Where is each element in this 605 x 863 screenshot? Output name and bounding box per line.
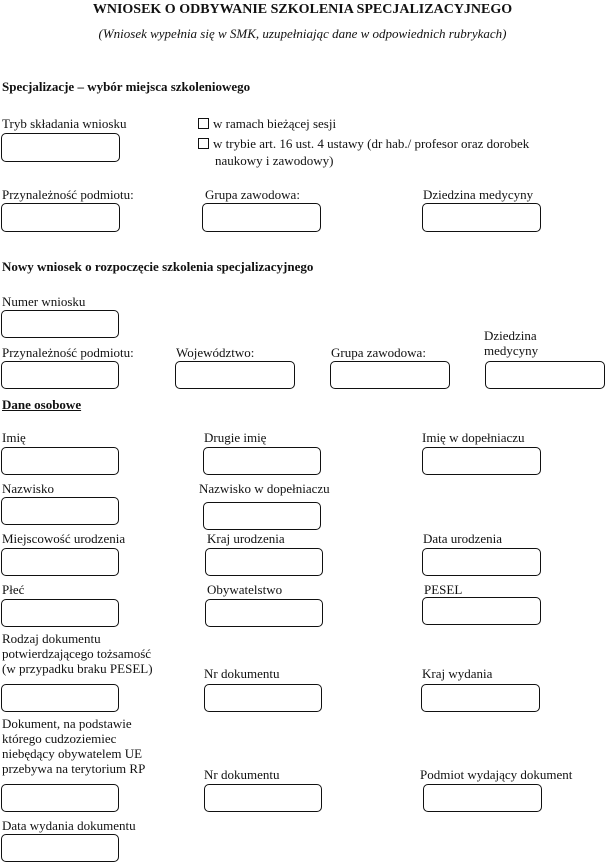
surname-label: Nazwisko bbox=[2, 481, 54, 496]
s1-domain-field[interactable] bbox=[422, 203, 541, 232]
checkbox-current-session[interactable] bbox=[198, 118, 209, 129]
application-number-field[interactable] bbox=[1, 310, 119, 338]
s2-group-field[interactable] bbox=[330, 361, 450, 389]
doc-type-label-line1: Rodzaj dokumentu bbox=[2, 631, 101, 646]
s1-domain-label: Dziedzina medycyny bbox=[423, 187, 534, 202]
doc-type-field[interactable] bbox=[1, 684, 119, 712]
s1-group-field[interactable] bbox=[202, 203, 321, 232]
doc-type-label bbox=[2, 632, 153, 677]
issuing-entity-field[interactable] bbox=[423, 784, 542, 812]
surname-genitive-field[interactable] bbox=[203, 502, 321, 530]
submission-mode-field[interactable] bbox=[1, 133, 120, 162]
s2-domain-label bbox=[484, 329, 538, 359]
s1-affiliation-label: Przynależność podmiotu: bbox=[2, 187, 134, 202]
option-art16-label-cont: naukowy i zawodowy) bbox=[215, 153, 334, 168]
birth-country-field[interactable] bbox=[205, 548, 323, 576]
s1-group-label: Grupa zawodowa: bbox=[205, 187, 300, 202]
option-current-session[interactable] bbox=[198, 117, 336, 132]
stay-doc-label-line3: niebędący obywatelem UE bbox=[2, 745, 143, 761]
doc-number-label: Nr dokumentu bbox=[204, 666, 280, 681]
pesel-label: PESEL bbox=[424, 582, 463, 597]
option-current-session-label: w ramach bieżącej sesji bbox=[213, 116, 337, 131]
s2-domain-label-line1: Dziedzina bbox=[484, 328, 537, 343]
doc-type-label-line2: potwierdzającego tożsamość bbox=[2, 645, 152, 661]
sex-label: Płeć bbox=[2, 582, 25, 597]
section-heading-new-application: Nowy wniosek o rozpoczęcie szkolenia specjalizacyjnego bbox=[2, 259, 314, 274]
first-name-genitive-field[interactable] bbox=[422, 447, 541, 475]
checkbox-art16[interactable] bbox=[198, 138, 209, 149]
citizenship-label: Obywatelstwo bbox=[207, 582, 283, 597]
application-number-label: Numer wniosku bbox=[2, 294, 86, 309]
stay-doc-label-line1: Dokument, na podstawie bbox=[2, 716, 132, 731]
second-name-field[interactable] bbox=[203, 447, 321, 475]
birth-date-label: Data urodzenia bbox=[423, 531, 503, 546]
s2-domain-field[interactable] bbox=[485, 361, 605, 389]
sex-field[interactable] bbox=[1, 599, 119, 627]
birth-place-label: Miejscowość urodzenia bbox=[2, 531, 126, 546]
section-heading-personal: Dane osobowe bbox=[2, 397, 82, 412]
submission-mode-label: Tryb składania wniosku bbox=[2, 116, 127, 131]
doc-number2-field[interactable] bbox=[204, 784, 322, 812]
doc-type-label-line3: (w przypadku braku PESEL) bbox=[2, 660, 153, 676]
first-name-label: Imię bbox=[2, 430, 26, 445]
s1-affiliation-field[interactable] bbox=[1, 203, 120, 232]
stay-doc-label-line4: przebywa na terytorium RP bbox=[2, 760, 146, 776]
issuing-entity-label: Podmiot wydający dokument bbox=[420, 767, 573, 782]
issuing-country-field[interactable] bbox=[421, 684, 540, 712]
surname-genitive-label: Nazwisko w dopełniaczu bbox=[199, 481, 330, 496]
second-name-label: Drugie imię bbox=[204, 430, 267, 445]
stay-doc-field[interactable] bbox=[1, 784, 119, 812]
form-title: WNIOSEK O ODBYWANIE SZKOLENIA SPECJALIZACYJNEGO bbox=[92, 2, 513, 17]
surname-field[interactable] bbox=[1, 497, 119, 525]
stay-doc-label bbox=[2, 717, 145, 777]
section-heading-specializations: Specjalizacje – wybór miejsca szkoleniowego bbox=[2, 79, 251, 94]
doc-number2-label: Nr dokumentu bbox=[204, 767, 280, 782]
stay-doc-label-line2: którego cudzoziemiec bbox=[2, 730, 117, 746]
s2-affiliation-label: Przynależność podmiotu: bbox=[2, 345, 134, 360]
option-art16-label: w trybie art. 16 ust. 4 ustawy (dr hab./ profesor oraz dorobek bbox=[213, 136, 530, 151]
s2-domain-label-line2: medycyny bbox=[484, 342, 539, 358]
citizenship-field[interactable] bbox=[205, 599, 323, 627]
issue-date-label: Data wydania dokumentu bbox=[2, 818, 136, 833]
s2-group-label: Grupa zawodowa: bbox=[331, 345, 426, 360]
option-art16[interactable] bbox=[198, 137, 529, 152]
voivodeship-field[interactable] bbox=[175, 361, 295, 389]
first-name-genitive-label: Imię w dopełniaczu bbox=[422, 430, 525, 445]
pesel-field[interactable] bbox=[422, 597, 541, 625]
birth-place-field[interactable] bbox=[1, 548, 119, 576]
s2-affiliation-field[interactable] bbox=[1, 361, 119, 389]
form-subtitle: (Wniosek wypełnia się w SMK, uzupełniając dane w odpowiednich rubrykach) bbox=[98, 26, 507, 41]
first-name-field[interactable] bbox=[1, 447, 119, 475]
issuing-country-label: Kraj wydania bbox=[422, 666, 493, 681]
issue-date-field[interactable] bbox=[1, 834, 119, 862]
voivodeship-label: Województwo: bbox=[176, 345, 255, 360]
doc-number-field[interactable] bbox=[204, 684, 322, 712]
birth-country-label: Kraj urodzenia bbox=[207, 531, 285, 546]
birth-date-field[interactable] bbox=[422, 548, 541, 576]
